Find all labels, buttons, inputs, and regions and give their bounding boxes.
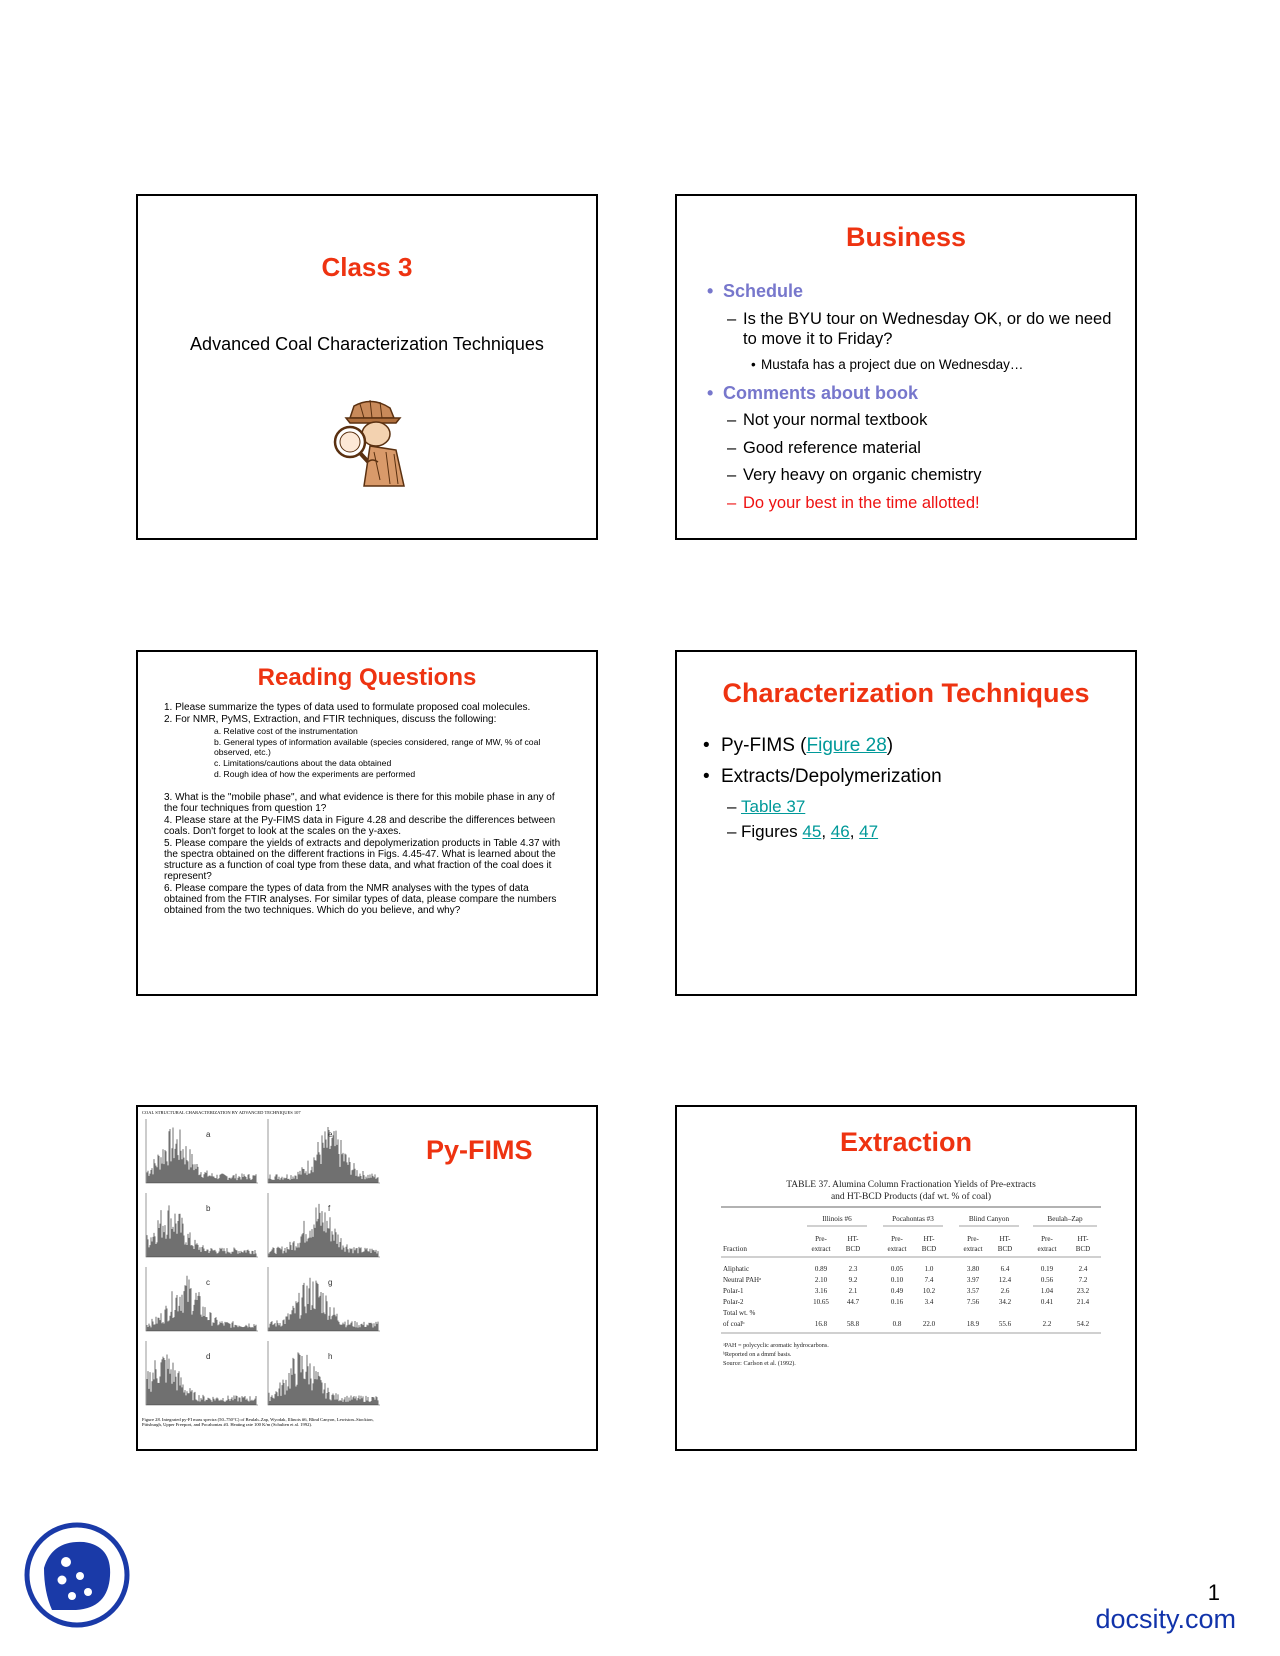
table-value: 0.41	[1040, 1298, 1054, 1306]
figure-46-link[interactable]: 46	[830, 821, 850, 841]
figure-28-link[interactable]: Figure 28	[806, 735, 887, 756]
question-list	[164, 702, 566, 917]
sub-bullet-table: – Table 37	[727, 796, 806, 816]
mass-spectrum	[147, 1355, 256, 1405]
table-37-image	[721, 1175, 1101, 1409]
table-value: 7.56	[966, 1298, 980, 1306]
mass-spectrum	[147, 1205, 256, 1257]
table-title: TABLE 37. Alumina Column Fractionation Yields of Pre-extracts	[786, 1180, 1036, 1190]
question-2d: d. Rough idea of how the experiments are performed	[214, 769, 416, 779]
mass-spectrum	[269, 1352, 378, 1405]
detective-illustration	[324, 396, 416, 490]
table-value: 44.7	[846, 1298, 860, 1306]
column-header: extract	[811, 1245, 831, 1253]
table-value: 2.4	[1078, 1265, 1088, 1273]
slide-body	[703, 734, 1115, 846]
panel-label: b	[206, 1204, 211, 1213]
row-label: Aliphatic	[723, 1265, 750, 1273]
table-value: 7.2	[1078, 1276, 1088, 1284]
table-value: 58.8	[846, 1320, 860, 1328]
table-value: 34.2	[998, 1298, 1012, 1306]
panel-label: e	[328, 1130, 333, 1139]
mass-spectrum	[269, 1127, 378, 1183]
slide-business	[675, 194, 1137, 540]
table-value: 0.05	[890, 1265, 904, 1273]
page-number: 1	[1207, 1580, 1220, 1605]
sub-bullet: – Not your normal textbook	[727, 411, 928, 430]
slide-title: Characterization Techniques	[722, 678, 1090, 708]
table-value: 0.56	[1040, 1276, 1054, 1284]
figure-45-link[interactable]: 45	[802, 821, 822, 841]
table-title-2: and HT-BCD Products (daf wt. % of coal)	[830, 1192, 992, 1202]
slide-class3	[136, 194, 598, 540]
bullet-pyfims: • Py-FIMS (Figure 28)	[703, 734, 1115, 758]
figure-header: COAL STRUCTURAL CHARACTERIZATION BY ADVANCED TECHNIQUES 107	[142, 1110, 301, 1115]
column-header: extract	[887, 1245, 907, 1253]
table-value: 1.0	[924, 1265, 934, 1273]
table-value: 1.04	[1040, 1287, 1054, 1295]
table-37-link[interactable]: Table 37	[741, 796, 806, 816]
table-value: 12.4	[998, 1276, 1012, 1284]
slide-title: Reading Questions	[257, 664, 477, 691]
question-5: 5. Please compare the yields of extracts and depolymerization products in Table 4.37 with the spectra obtained on the different fractions in Figs. 4.45-47. What is learned about the structure as a function of coal type from these data, and what fraction of the coal does it represent?	[164, 838, 561, 882]
column-header: Pre-	[1041, 1235, 1053, 1243]
table-value: 2.6	[1000, 1287, 1010, 1295]
table-footnote: ᵇReported on a dmmf basis.	[723, 1351, 792, 1358]
panel-label: a	[206, 1130, 211, 1139]
table-value: 3.57	[966, 1287, 980, 1295]
column-header: HT-	[1077, 1235, 1089, 1243]
question-3: 3. What is the "mobile phase", and what evidence is there for this mobile phase in any of the four techniques from question 1?	[164, 792, 555, 814]
table-value: 21.4	[1076, 1298, 1090, 1306]
table-value: 3.4	[924, 1298, 934, 1306]
pyfims-spectra-figure	[140, 1107, 388, 1449]
table-value: 0.16	[890, 1298, 904, 1306]
table-footnote: Source: Carlson et al. (1992).	[723, 1360, 796, 1367]
docsity-logo[interactable]	[22, 1520, 132, 1630]
table-value: 16.8	[814, 1320, 828, 1328]
column-header: Pre-	[967, 1235, 979, 1243]
table-value: 55.6	[998, 1320, 1012, 1328]
column-header: BCD	[921, 1245, 937, 1253]
slide-characterization-techniques	[675, 650, 1137, 996]
table-value: 0.49	[890, 1287, 904, 1295]
question-1: 1. Please summarize the types of data used to formulate proposed coal molecules.	[164, 702, 531, 713]
table-value: 7.4	[924, 1276, 934, 1284]
question-6: 6. Please compare the types of data from the NMR analyses with the types of data obtained from the FTIR analyses. For similar types of data, please compare the numbers obtained from the two techniques. Which do you believe, and why?	[164, 883, 557, 916]
slide-title: Class 3	[321, 252, 413, 282]
question-4: 4. Please stare at the Py-FIMS data in Figure 4.28 and describe the differences between coals. Don't forget to look at the scales on the y-axes.	[164, 815, 556, 837]
panel-label: f	[328, 1204, 331, 1213]
row-label: Total wt. %	[723, 1309, 756, 1317]
question-2c: c. Limitations/cautions about the data obtained	[214, 758, 392, 768]
table-value: 3.97	[966, 1276, 980, 1284]
table-value: 0.89	[814, 1265, 828, 1273]
group-header: Beulah–Zap	[1047, 1215, 1083, 1223]
table-value: 23.2	[1076, 1287, 1090, 1295]
sub-bullet: – Is the BYU tour on Wednesday OK, or do we need to move it to Friday?	[727, 309, 1112, 349]
column-header: Pre-	[891, 1235, 903, 1243]
bullet-schedule: • Schedule	[705, 280, 1115, 303]
column-header: BCD	[1075, 1245, 1091, 1253]
column-header: extract	[1037, 1245, 1057, 1253]
table-value: 3.16	[814, 1287, 828, 1295]
panel-label: h	[328, 1352, 333, 1361]
table-value: 18.9	[966, 1320, 980, 1328]
slide-extraction	[675, 1105, 1137, 1451]
slide-title: Business	[845, 222, 967, 252]
group-header: Illinois #6	[822, 1215, 852, 1223]
table-value: 6.4	[1000, 1265, 1010, 1273]
brand-link[interactable]: docsity.com	[1095, 1604, 1236, 1634]
panel-label: g	[328, 1278, 333, 1287]
table-value: 2.10	[814, 1276, 828, 1284]
bullet-extracts: • Extracts/Depolymerization	[703, 765, 1115, 789]
sub-sub-bullet: • Mustafa has a project due on Wednesday…	[751, 356, 1024, 372]
table-value: 0.19	[1040, 1265, 1054, 1273]
mass-spectrum	[269, 1204, 378, 1257]
slide-reading-questions	[136, 650, 598, 996]
column-header: Pre-	[815, 1235, 827, 1243]
row-label: Polar-1	[723, 1287, 744, 1295]
row-label: Neutral PAHᵃ	[723, 1276, 762, 1284]
sub-bullet-highlight: – Do your best in the time allotted!	[727, 494, 980, 512]
column-header: BCD	[845, 1245, 861, 1253]
slide-subtitle: Advanced Coal Characterization Techniques	[190, 334, 544, 354]
sub-bullet: – Good reference material	[727, 438, 921, 457]
panel-label: c	[206, 1278, 210, 1287]
figure-caption: Figure 28. Integrated py-FI mass spectra (50–750°C) of Beulah–Zap, Wyodak, Illinois #6, Blind Canyon, Lewiston–Stockton, Pittsburgh, Upper Freeport, and Pocahontas #3. Heating rate 100 K/m (Schulten et al. 1992).	[142, 1417, 374, 1428]
table-value: 10.65	[813, 1298, 829, 1306]
question-2a: a. Relative cost of the instrumentation	[214, 726, 358, 736]
column-header: HT-	[847, 1235, 859, 1243]
column-header: HT-	[999, 1235, 1011, 1243]
fraction-header: Fraction	[723, 1245, 747, 1253]
sub-bullet: – Very heavy on organic chemistry	[727, 466, 982, 485]
table-value: 2.1	[848, 1287, 858, 1295]
table-value: 0.8	[892, 1320, 902, 1328]
figure-47-link[interactable]: 47	[859, 821, 879, 841]
table-value: 10.2	[922, 1287, 936, 1295]
question-2b: b. General types of information available (species considered, range of MW, % of coal observed, etc.)	[214, 737, 541, 757]
bullet-comments: • Comments about book	[705, 382, 1115, 405]
slide-pyfims	[136, 1105, 598, 1451]
slide-title: Extraction	[839, 1127, 973, 1157]
column-header: HT-	[923, 1235, 935, 1243]
table-value: 2.2	[1042, 1320, 1052, 1328]
table-value: 2.3	[848, 1265, 858, 1273]
column-header: extract	[963, 1245, 983, 1253]
table-value: 3.80	[966, 1265, 980, 1273]
sub-bullet-figures: – Figures 45, 46, 47	[727, 821, 879, 841]
slide-body	[705, 280, 1115, 521]
table-value: 54.2	[1076, 1320, 1090, 1328]
panel-label: d	[206, 1352, 211, 1361]
row-label: Polar-2	[723, 1298, 744, 1306]
table-value: 9.2	[848, 1276, 858, 1284]
column-header: BCD	[997, 1245, 1013, 1253]
question-2: 2. For NMR, PyMS, Extraction, and FTIR techniques, discuss the following:	[164, 714, 497, 725]
group-header: Pocahontas #3	[892, 1215, 934, 1223]
mass-spectrum	[269, 1278, 378, 1331]
table-footnote: ᵃPAH = polycyclic aromatic hydrocarbons.	[723, 1342, 829, 1349]
table-value: 0.10	[890, 1276, 904, 1284]
row-label: of coalᵇ	[723, 1320, 745, 1328]
table-value: 22.0	[922, 1320, 936, 1328]
mass-spectrum	[147, 1276, 256, 1331]
group-header: Blind Canyon	[968, 1215, 1010, 1223]
mass-spectrum	[147, 1127, 256, 1183]
slide-title: Py-FIMS	[426, 1135, 533, 1165]
